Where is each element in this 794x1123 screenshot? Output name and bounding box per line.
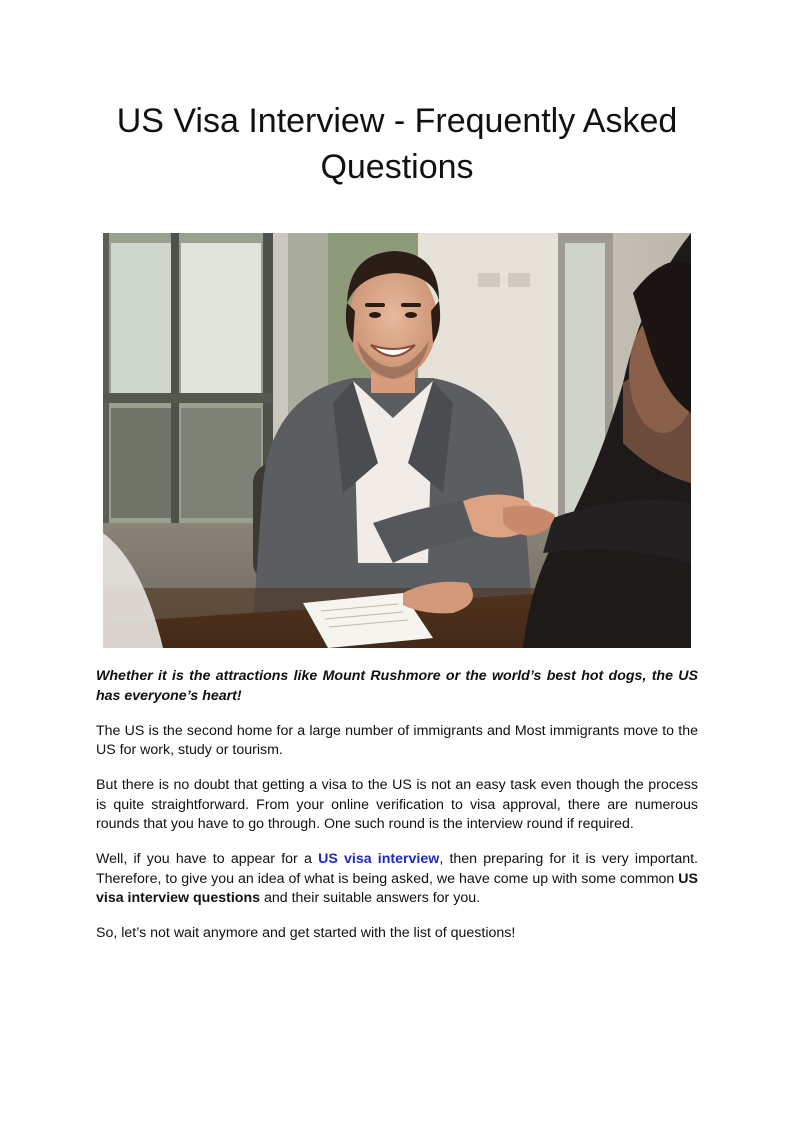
paragraph-immigrants: The US is the second home for a large number of immigrants and Most immigrants move to the US for work, study or tourism. [96,722,698,758]
interview-photo [103,233,691,648]
paragraph-interview-prep [96,850,698,909]
paragraph-visa-process: But there is no doubt that getting a visa to the US is not an easy task even though the process is quite straightforward. From your online verification to visa approval, there are numerous rounds that you have to go through. One such round is the interview round if required. [96,777,698,832]
p3-bold-text: US visa interview questions [96,870,698,906]
p3-text-before: Well, if you have to appear for a [96,851,319,867]
page-title: US Visa Interview - Frequently Asked Questions [116,102,678,186]
photo-illustration [103,233,691,648]
article-body [96,667,698,959]
paragraph-closing: So, let’s not wait anymore and get started with the list of questions! [96,925,516,941]
intro-paragraph: Whether it is the attractions like Mount Rushmore or the world’s best hot dogs, the US has everyone’s heart! [96,668,698,704]
p3-text-middle: , then preparing for it is very important. Therefore, to give you an idea of what is being asked, we have come up with some common [96,851,698,887]
p3-text-end: and their suitable answers for you. [260,890,481,906]
us-visa-interview-link[interactable]: US visa interview [318,851,440,867]
